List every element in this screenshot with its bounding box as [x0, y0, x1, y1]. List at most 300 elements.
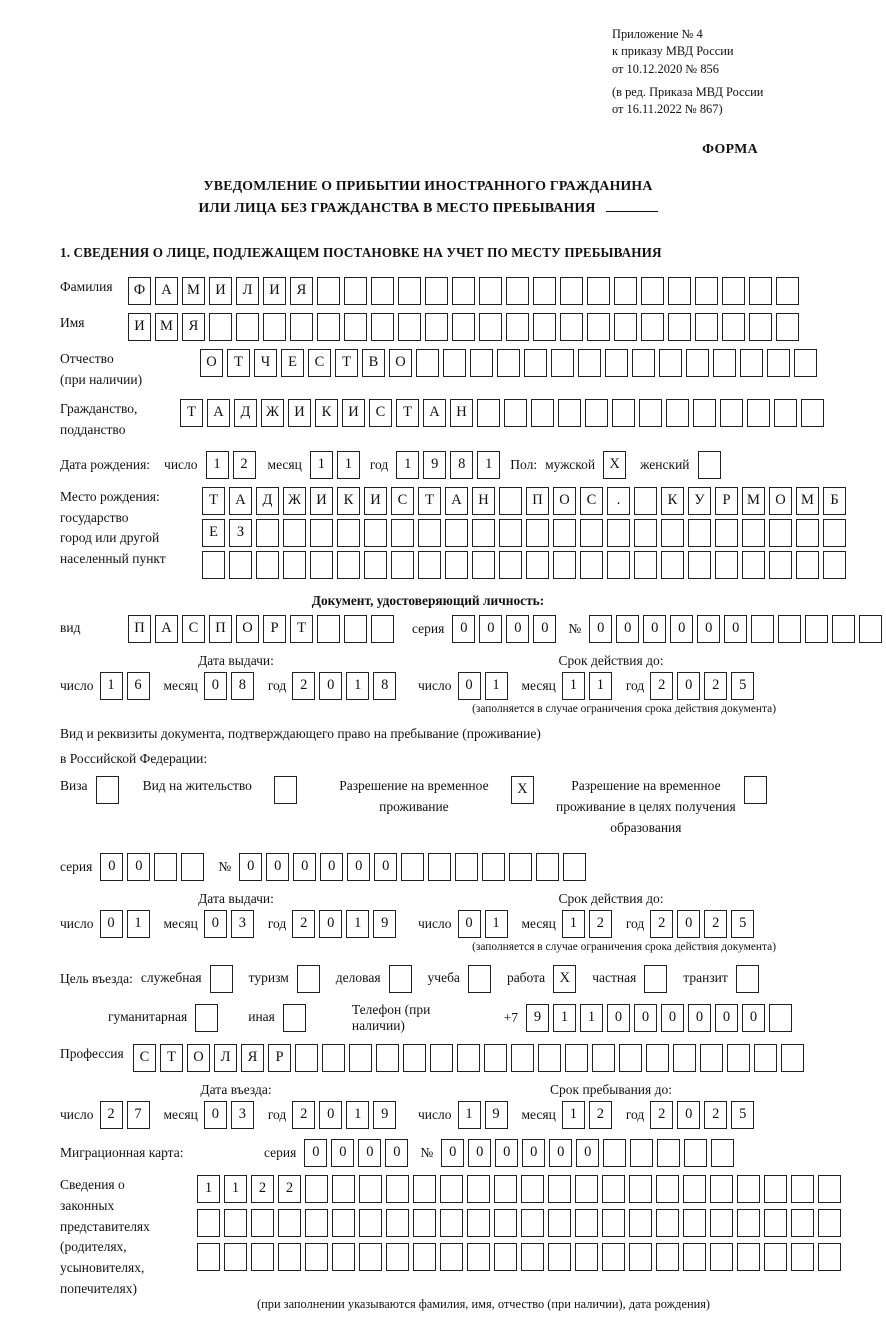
option-visa: [60, 776, 123, 804]
identity-valid-date: [418, 653, 804, 715]
purpose-business: деловая: [336, 965, 416, 993]
valid-year-boxes: [650, 672, 758, 700]
birth-date-row: [60, 451, 796, 479]
year-label: год: [625, 677, 645, 693]
profession-boxes: [133, 1044, 808, 1072]
char-box: [440, 1175, 463, 1203]
residence-options-row: [60, 776, 796, 839]
char-box: [452, 277, 475, 305]
day-label: число: [60, 1106, 94, 1122]
char-box: [769, 519, 792, 547]
char-box: [479, 313, 502, 341]
char-box: [256, 519, 279, 547]
char-box: 0: [607, 1004, 630, 1032]
char-box: [629, 1175, 652, 1203]
char-box: [736, 965, 759, 993]
char-box: [283, 551, 306, 579]
char-box: [778, 615, 801, 643]
char-box: 1: [224, 1175, 247, 1203]
char-box: [256, 551, 279, 579]
char-box: [440, 1209, 463, 1237]
char-box: [607, 551, 630, 579]
char-box: А: [445, 487, 468, 515]
char-box: [560, 277, 583, 305]
char-box: [413, 1209, 436, 1237]
char-box: [563, 853, 586, 881]
char-box: [629, 1243, 652, 1271]
birth-month-boxes: [310, 451, 364, 479]
char-box: [553, 519, 576, 547]
char-box: А: [155, 615, 178, 643]
char-box: 2: [100, 1101, 123, 1129]
char-box: 0: [374, 853, 397, 881]
char-box: 0: [319, 910, 342, 938]
char-box: [612, 399, 635, 427]
char-box: [418, 551, 441, 579]
char-box: [332, 1243, 355, 1271]
char-box: [494, 1175, 517, 1203]
purpose-tourism: туризм: [249, 965, 324, 993]
char-box: А: [155, 277, 178, 305]
char-box: [210, 965, 233, 993]
char-box: [484, 1044, 507, 1072]
char-box: [634, 519, 657, 547]
char-box: [656, 1209, 679, 1237]
gender-label: Пол:: [510, 456, 538, 472]
char-box: 0: [549, 1139, 572, 1167]
char-box: [531, 399, 554, 427]
char-box: [578, 349, 601, 377]
char-box: Т: [180, 399, 203, 427]
first-name-label: Имя: [60, 314, 85, 330]
char-box: 1: [310, 451, 333, 479]
char-box: [521, 1175, 544, 1203]
char-box: 0: [506, 615, 529, 643]
char-box: [499, 551, 522, 579]
char-box: [548, 1243, 571, 1271]
char-box: Д: [234, 399, 257, 427]
phone-prefix: +7: [503, 1009, 518, 1025]
valid-day-boxes: [458, 910, 512, 938]
char-box: [764, 1175, 787, 1203]
purpose-study: учеба: [428, 965, 495, 993]
char-box: 3: [231, 910, 254, 938]
char-box: [639, 399, 662, 427]
year-label: год: [267, 1106, 287, 1122]
month-label: месяц: [163, 915, 198, 931]
identity-doc-heading: Документ, удостоверяющий личность:: [311, 592, 545, 608]
char-box: [686, 349, 709, 377]
char-box: 3: [231, 1101, 254, 1129]
char-box: [445, 519, 468, 547]
doc-number-boxes: [589, 615, 886, 643]
issue-date-header: Дата выдачи:: [198, 890, 274, 906]
char-box: О: [236, 615, 259, 643]
legal-reps-line2: [197, 1209, 845, 1237]
issue-year-boxes: [292, 910, 400, 938]
char-box: [710, 1209, 733, 1237]
char-box: [673, 1044, 696, 1072]
char-box: С: [369, 399, 392, 427]
purpose-humanitarian: гуманитарная: [108, 1004, 222, 1032]
char-box: 2: [292, 1101, 315, 1129]
char-box: [317, 277, 340, 305]
char-box: [764, 1243, 787, 1271]
migration-card-label: Миграционная карта:: [60, 1144, 184, 1160]
char-box: [553, 551, 576, 579]
legal-reps-boxes: [197, 1175, 845, 1312]
purpose-work-checkbox: [553, 965, 580, 993]
char-box: [619, 1044, 642, 1072]
char-box: [472, 519, 495, 547]
visit-purpose-label: Цель въезда:: [60, 970, 133, 986]
char-box: 0: [533, 615, 556, 643]
month-label: месяц: [521, 915, 556, 931]
char-box: [711, 1139, 734, 1167]
char-box: 0: [358, 1139, 381, 1167]
char-box: М: [742, 487, 765, 515]
char-box: Р: [715, 487, 738, 515]
profession-row: [60, 1044, 796, 1072]
char-box: 0: [204, 1101, 227, 1129]
purpose-work: работа X: [507, 965, 580, 993]
char-box: 0: [688, 1004, 711, 1032]
char-box: [440, 1243, 463, 1271]
char-box: [452, 313, 475, 341]
patronymic-label: Отчество (при наличии): [60, 350, 143, 387]
legal-reps-line1: [197, 1175, 845, 1203]
char-box: 7: [127, 1101, 150, 1129]
phone-label: Телефон (при наличии): [351, 1001, 431, 1033]
char-box: [720, 399, 743, 427]
citizenship-boxes: [180, 399, 828, 427]
char-box: [290, 313, 313, 341]
migration-series-label: серия: [264, 1144, 297, 1160]
year-label: год: [267, 677, 287, 693]
char-box: [551, 349, 574, 377]
char-box: [614, 313, 637, 341]
char-box: 9: [373, 1101, 396, 1129]
char-box: [468, 965, 491, 993]
char-box: [413, 1243, 436, 1271]
char-box: [657, 1139, 680, 1167]
char-box: [229, 551, 252, 579]
char-box: [371, 615, 394, 643]
char-box: [602, 1175, 625, 1203]
char-box: [791, 1209, 814, 1237]
doc-kind-boxes: [128, 615, 398, 643]
entry-month-boxes: [204, 1101, 258, 1129]
stay-until-header: Срок пребывания до:: [550, 1081, 672, 1097]
char-box: 5: [731, 910, 754, 938]
char-box: [769, 551, 792, 579]
char-box: [603, 1139, 626, 1167]
char-box: [497, 349, 520, 377]
char-box: [499, 519, 522, 547]
birth-date-label: Дата рождения:: [60, 456, 151, 472]
char-box: 0: [677, 910, 700, 938]
legal-reps-line3: [197, 1243, 845, 1271]
char-box: [398, 313, 421, 341]
char-box: [796, 519, 819, 547]
char-box: X: [511, 776, 534, 804]
char-box: [764, 1209, 787, 1237]
char-box: [796, 551, 819, 579]
residence-intro-line1: Вид и реквизиты документа, подтверждающего право на пребывание (проживание): [60, 725, 541, 741]
char-box: [337, 551, 360, 579]
birth-year-boxes: [396, 451, 504, 479]
char-box: [457, 1044, 480, 1072]
char-box: [416, 349, 439, 377]
option-residence-permit-checkbox: [274, 776, 301, 804]
last-name-boxes: [128, 277, 803, 305]
char-box: 1: [337, 451, 360, 479]
char-box: [524, 349, 547, 377]
char-box: [683, 1243, 706, 1271]
char-box: [742, 551, 765, 579]
page-title: [60, 175, 796, 219]
char-box: 1: [346, 1101, 369, 1129]
char-box: 2: [650, 1101, 673, 1129]
char-box: .: [607, 487, 630, 515]
char-box: [715, 519, 738, 547]
char-box: [769, 1004, 792, 1032]
char-box: 0: [100, 910, 123, 938]
char-box: 0: [266, 853, 289, 881]
char-box: 0: [319, 672, 342, 700]
char-box: 0: [347, 853, 370, 881]
char-box: 0: [319, 1101, 342, 1129]
char-box: [310, 519, 333, 547]
char-box: [587, 277, 610, 305]
char-box: 1: [346, 910, 369, 938]
char-box: [344, 615, 367, 643]
day-label: число: [164, 456, 198, 472]
char-box: [310, 551, 333, 579]
char-box: 0: [697, 615, 720, 643]
char-box: [688, 519, 711, 547]
char-box: [391, 551, 414, 579]
char-box: [506, 313, 529, 341]
gender-male-checkbox: [603, 451, 630, 479]
char-box: [823, 551, 846, 579]
char-box: 0: [458, 910, 481, 938]
issue-year-boxes: [292, 672, 400, 700]
char-box: [154, 853, 177, 881]
char-box: [700, 1044, 723, 1072]
year-label: год: [625, 1106, 645, 1122]
char-box: 2: [233, 451, 256, 479]
title-line1: УВЕДОМЛЕНИЕ О ПРИБЫТИИ ИНОСТРАННОГО ГРАЖДАНИНА: [203, 177, 653, 193]
legal-reps-row: [60, 1175, 796, 1312]
char-box: Т: [290, 615, 313, 643]
char-box: 0: [127, 853, 150, 881]
residence-number-boxes: [239, 853, 590, 881]
char-box: [580, 551, 603, 579]
first-name-boxes: [128, 313, 803, 341]
option-temp-residence-education: [556, 776, 771, 839]
char-box: [401, 853, 424, 881]
char-box: 1: [485, 910, 508, 938]
char-box: Я: [182, 313, 205, 341]
char-box: [737, 1209, 760, 1237]
char-box: [710, 1175, 733, 1203]
issue-month-boxes: [204, 672, 258, 700]
option-temp-residence-checkbox: [511, 776, 538, 804]
char-box: [391, 519, 414, 547]
char-box: [754, 1044, 777, 1072]
valid-date-header: Срок действия до:: [558, 652, 664, 668]
char-box: 2: [589, 1101, 612, 1129]
char-box: [605, 349, 628, 377]
char-box: [317, 615, 340, 643]
char-box: [776, 313, 799, 341]
char-box: 0: [634, 1004, 657, 1032]
residence-valid-date: [418, 891, 804, 953]
char-box: 0: [320, 853, 343, 881]
annex-line: от 10.12.2020 № 856: [612, 61, 719, 76]
month-label: месяц: [163, 1106, 198, 1122]
char-box: [767, 349, 790, 377]
last-name-label: Фамилия: [60, 278, 113, 294]
char-box: И: [342, 399, 365, 427]
migration-series-boxes: [304, 1139, 412, 1167]
char-box: [823, 519, 846, 547]
edition-line: от 16.11.2022 № 867): [612, 102, 723, 117]
char-box: [224, 1209, 247, 1237]
char-box: [644, 965, 667, 993]
char-box: [376, 1044, 399, 1072]
char-box: [526, 519, 549, 547]
char-box: 6: [127, 672, 150, 700]
month-label: месяц: [521, 677, 556, 693]
char-box: [332, 1175, 355, 1203]
char-box: [580, 519, 603, 547]
char-box: [727, 1044, 750, 1072]
char-box: [521, 1243, 544, 1271]
char-box: Т: [396, 399, 419, 427]
char-box: [482, 853, 505, 881]
char-box: [425, 277, 448, 305]
purpose-tourism-checkbox: [297, 965, 324, 993]
char-box: 1: [346, 672, 369, 700]
option-visa-label: Виза: [60, 777, 88, 793]
char-box: [278, 1243, 301, 1271]
char-box: 9: [373, 910, 396, 938]
purpose-business-checkbox: [389, 965, 416, 993]
char-box: [614, 277, 637, 305]
purpose-study-checkbox: [468, 965, 495, 993]
char-box: [661, 519, 684, 547]
char-box: [558, 399, 581, 427]
char-box: С: [308, 349, 331, 377]
char-box: [710, 1243, 733, 1271]
char-box: О: [769, 487, 792, 515]
char-box: X: [553, 965, 576, 993]
char-box: [274, 776, 297, 804]
phone-boxes: [526, 1004, 796, 1032]
char-box: [695, 277, 718, 305]
char-box: [791, 1175, 814, 1203]
valid-month-boxes: [562, 672, 616, 700]
char-box: 1: [589, 672, 612, 700]
char-box: [794, 349, 817, 377]
char-box: О: [553, 487, 576, 515]
char-box: П: [209, 615, 232, 643]
purpose-humanitarian-checkbox: [195, 1004, 222, 1032]
char-box: 0: [479, 615, 502, 643]
char-box: И: [128, 313, 151, 341]
char-box: [688, 551, 711, 579]
birth-place-line3: [202, 551, 850, 579]
char-box: [305, 1209, 328, 1237]
char-box: [467, 1175, 490, 1203]
patronymic-boxes: [200, 349, 821, 377]
identity-issue-date: [60, 653, 412, 715]
char-box: 1: [197, 1175, 220, 1203]
entry-date-header: Дата въезда:: [200, 1081, 272, 1097]
char-box: 0: [495, 1139, 518, 1167]
char-box: 2: [650, 672, 673, 700]
char-box: [371, 277, 394, 305]
char-box: [389, 965, 412, 993]
char-box: [445, 551, 468, 579]
last-name-row: [60, 277, 796, 305]
char-box: [428, 853, 451, 881]
char-box: 0: [385, 1139, 408, 1167]
char-box: [236, 313, 259, 341]
char-box: 1: [206, 451, 229, 479]
char-box: [818, 1175, 841, 1203]
char-box: 0: [204, 672, 227, 700]
char-box: [371, 313, 394, 341]
char-box: 2: [278, 1175, 301, 1203]
char-box: [305, 1175, 328, 1203]
day-label: число: [418, 1106, 452, 1122]
day-label: число: [60, 915, 94, 931]
char-box: [791, 1243, 814, 1271]
char-box: Ф: [128, 277, 151, 305]
char-box: [251, 1243, 274, 1271]
char-box: [506, 277, 529, 305]
annex-line: к приказу МВД России: [612, 44, 734, 59]
char-box: 2: [704, 910, 727, 938]
char-box: 0: [677, 672, 700, 700]
migration-number-boxes: [441, 1139, 738, 1167]
char-box: [494, 1209, 517, 1237]
char-box: [181, 853, 204, 881]
char-box: Я: [290, 277, 313, 305]
char-box: [693, 399, 716, 427]
char-box: [602, 1243, 625, 1271]
char-box: Н: [450, 399, 473, 427]
char-box: [749, 277, 772, 305]
char-box: [747, 399, 770, 427]
char-box: 0: [468, 1139, 491, 1167]
char-box: [477, 399, 500, 427]
char-box: [195, 1004, 218, 1032]
issue-month-boxes: [204, 910, 258, 938]
char-box: Б: [823, 487, 846, 515]
char-box: [575, 1175, 598, 1203]
entry-dates: [60, 1082, 796, 1129]
char-box: [430, 1044, 453, 1072]
first-name-row: [60, 313, 796, 341]
char-box: 1: [100, 672, 123, 700]
month-label: месяц: [521, 1106, 556, 1122]
char-box: [859, 615, 882, 643]
valid-year-boxes: [650, 910, 758, 938]
